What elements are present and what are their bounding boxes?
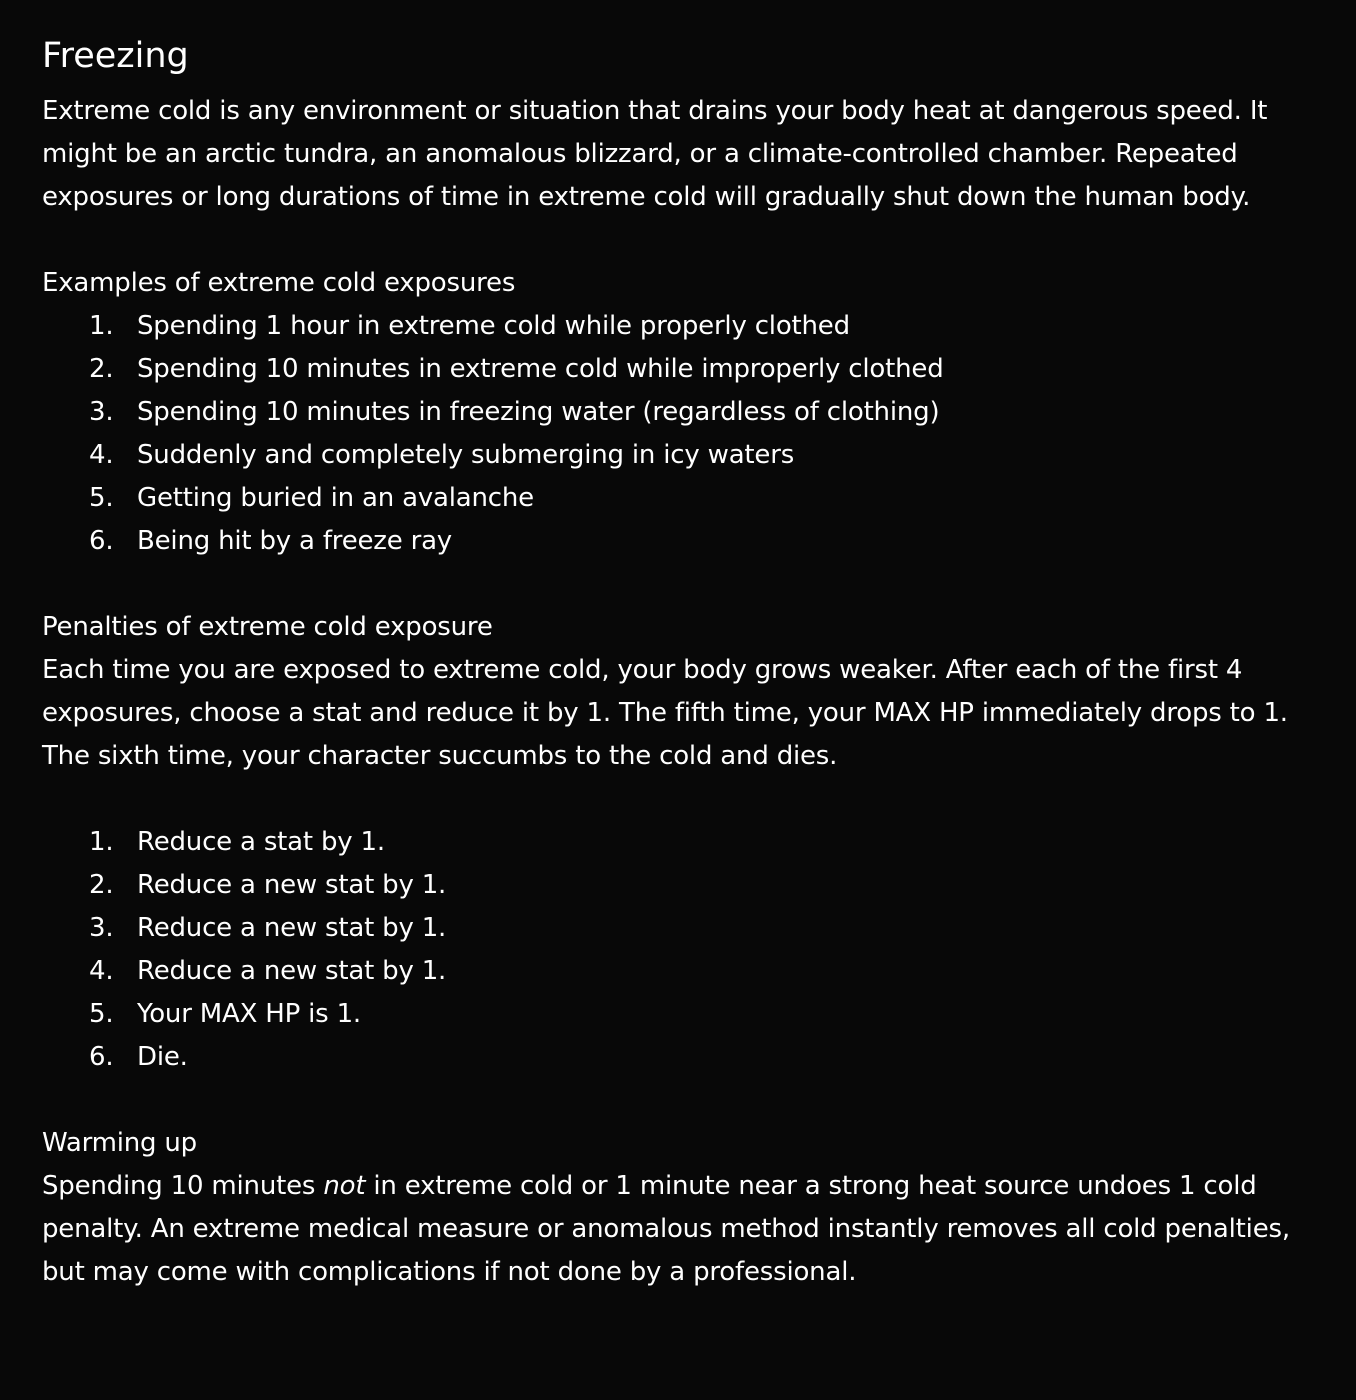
spacer bbox=[42, 219, 1316, 262]
list-item bbox=[89, 993, 1316, 1036]
list-text: Suddenly and completely submerging in icy waters bbox=[137, 440, 795, 470]
list-number: 5. bbox=[89, 483, 114, 513]
spacer bbox=[42, 1079, 1316, 1122]
list-text: Reduce a new stat by 1. bbox=[137, 870, 447, 900]
list-item bbox=[89, 477, 1316, 520]
warming-heading: Warming up bbox=[42, 1128, 197, 1158]
spacer bbox=[42, 778, 1316, 821]
warming-text-before: Spending 10 minutes bbox=[42, 1171, 324, 1201]
list-text: Reduce a stat by 1. bbox=[137, 827, 385, 857]
list-text: Your MAX HP is 1. bbox=[137, 999, 361, 1029]
list-text: Die. bbox=[137, 1042, 188, 1072]
list-text: Spending 10 minutes in freezing water (regardless of clothing) bbox=[137, 397, 940, 427]
penalties-heading: Penalties of extreme cold exposure bbox=[42, 612, 493, 642]
list-item bbox=[89, 305, 1316, 348]
list-item bbox=[89, 434, 1316, 477]
list-text: Spending 10 minutes in extreme cold while improperly clothed bbox=[137, 354, 944, 384]
list-number: 2. bbox=[89, 354, 114, 384]
list-item bbox=[89, 348, 1316, 391]
list-number: 1. bbox=[89, 311, 114, 341]
list-item bbox=[89, 1036, 1316, 1079]
list-item bbox=[89, 864, 1316, 907]
list-number: 2. bbox=[89, 870, 114, 900]
intro-paragraph: Extreme cold is any environment or situation that drains your body heat at dangerous speed. It might be an arctic tundra, an anomalous blizzard, or a climate-controlled chamber. Repeated exposures or long durations of time in extreme cold will gradually shut down the human body. bbox=[42, 96, 1268, 212]
list-number: 6. bbox=[89, 1042, 114, 1072]
list-number: 4. bbox=[89, 440, 114, 470]
list-item bbox=[89, 391, 1316, 434]
warming-emphasis: not bbox=[323, 1171, 366, 1201]
penalties-paragraph: Each time you are exposed to extreme cold, your body grows weaker. After each of the first 4 exposures, choose a stat and reduce it by 1. The fifth time, your MAX HP immediately drops to 1. The sixth time, your character succumbs to the cold and dies. bbox=[42, 655, 1288, 771]
warming-text-after: in extreme cold or 1 minute near a strong heat source undoes 1 cold penalty. An extreme medical measure or anomalous method instantly removes all cold penalties, but may come with complications if not done by a professional. bbox=[42, 1171, 1290, 1287]
list-text: Spending 1 hour in extreme cold while properly clothed bbox=[137, 311, 850, 341]
warming-paragraph bbox=[42, 1165, 1316, 1294]
list-item bbox=[89, 821, 1316, 864]
list-item bbox=[89, 907, 1316, 950]
list-text: Getting buried in an avalanche bbox=[137, 483, 534, 513]
list-item bbox=[89, 950, 1316, 993]
list-number: 6. bbox=[89, 526, 114, 556]
list-number: 4. bbox=[89, 956, 114, 986]
list-text: Reduce a new stat by 1. bbox=[137, 913, 447, 943]
page-title: Freezing bbox=[42, 36, 189, 76]
list-number: 1. bbox=[89, 827, 114, 857]
examples-list bbox=[42, 305, 1316, 563]
penalties-list bbox=[42, 821, 1316, 1079]
list-text: Reduce a new stat by 1. bbox=[137, 956, 447, 986]
list-number: 5. bbox=[89, 999, 114, 1029]
list-number: 3. bbox=[89, 913, 114, 943]
list-text: Being hit by a freeze ray bbox=[137, 526, 452, 556]
list-number: 3. bbox=[89, 397, 114, 427]
examples-heading: Examples of extreme cold exposures bbox=[42, 268, 516, 298]
list-item bbox=[89, 520, 1316, 563]
spacer bbox=[42, 563, 1316, 606]
